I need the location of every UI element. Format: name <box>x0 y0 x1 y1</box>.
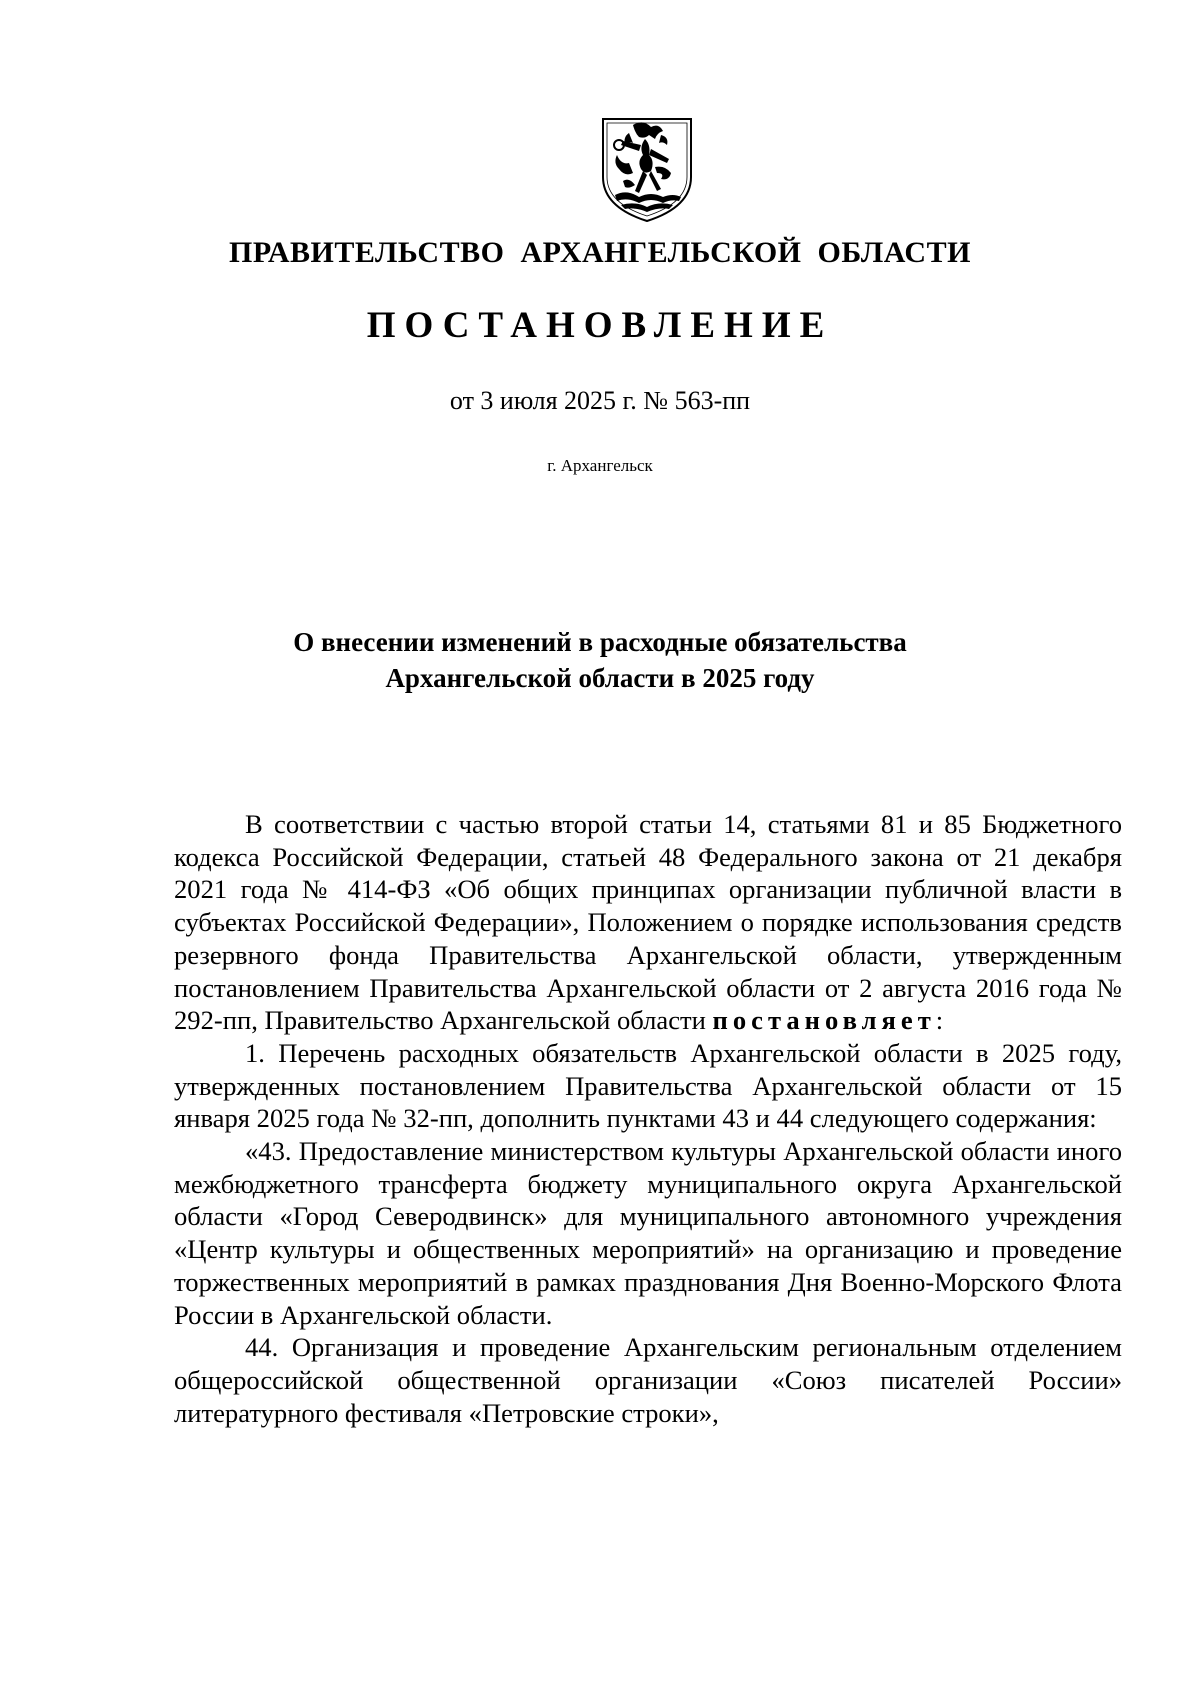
subject-line-1: О внесении изменений в расходные обязательства <box>293 627 907 657</box>
document-type: ПОСТАНОВЛЕНИЕ <box>366 305 834 346</box>
coat-of-arms-icon <box>599 115 695 225</box>
item-44-paragraph: 44. Организация и проведение Архангельским региональным отделением общероссийской общественной организации «Союз писателей России» литературного фестиваля «Петровские строки», <box>174 1332 1122 1428</box>
subject-line-2: Архангельской области в 2025 году <box>385 663 815 693</box>
resolve-colon: : <box>935 1005 944 1036</box>
preamble-text: В соответствии с частью второй статьи 14, статьями 81 и 85 Бюджетного кодекса Российской Федерации, статьей 48 Федерального закона от 21 декабря 2021 года № 414-ФЗ «Об общих принципах организации публичной власти в субъектах Российской Федерации», Положением о порядке использования средств резервного фонда Правительства Архангельской области, утвержденным постановлением Правительства Архангельской области от 2 августа 2016 года № 292-пп, Правительство Архангельской области <box>174 809 1122 1036</box>
item-43-paragraph: «43. Предоставление министерством культуры Архангельской области иного межбюджетного трансферта бюджету муниципального округа Архангельской области «Город Северодвинск» для муниципального автономного учреждения «Центр культуры и общественных мероприятий» на организацию и проведение торжественных мероприятий в рамках празднования Дня Военно-Морского Флота России в Архангельской области. <box>174 1136 1122 1330</box>
document-body <box>174 808 1122 1429</box>
resolve-word: постановляет <box>712 1005 936 1036</box>
preamble-paragraph <box>174 808 1122 1037</box>
document-subject <box>0 624 1200 696</box>
item-1-paragraph: 1. Перечень расходных обязательств Архангельской области в 2025 году, утвержденных постановлением Правительства Архангельской области от 15 января 2025 года № 32-пп, дополнить пунктами 43 и 44 следующего содержания: <box>174 1037 1122 1134</box>
document-city: г. Архангельск <box>547 456 653 475</box>
document-date-number: от 3 июля 2025 г. № 563-пп <box>449 386 751 415</box>
organization-title: ПРАВИТЕЛЬСТВО АРХАНГЕЛЬСКОЙ ОБЛАСТИ <box>229 236 971 269</box>
